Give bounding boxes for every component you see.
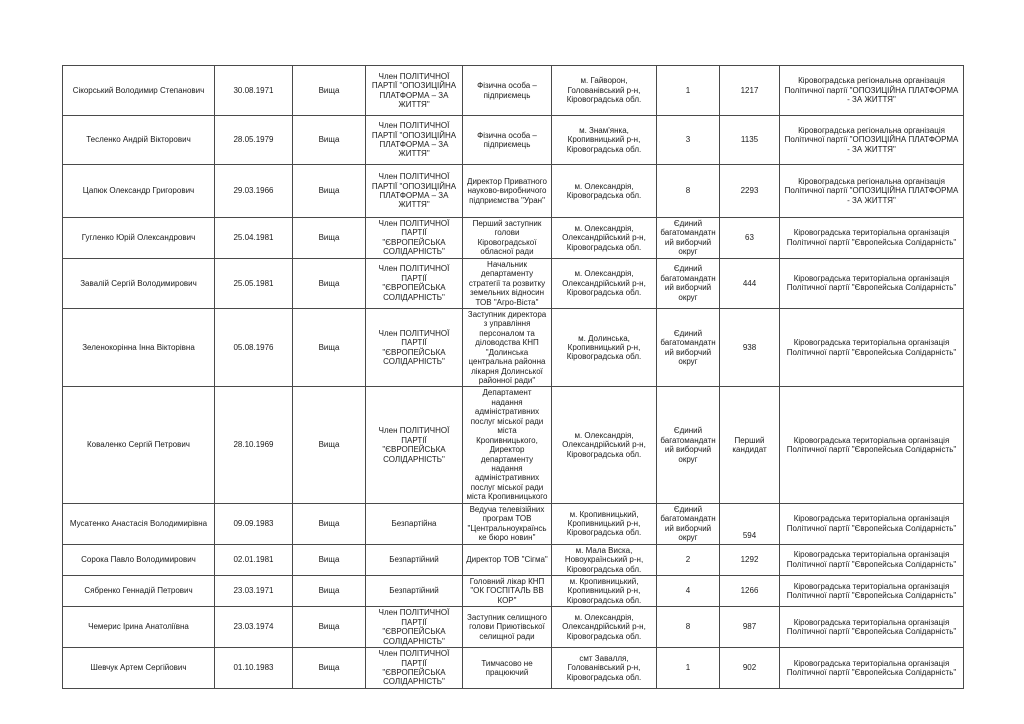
cell-education: Вища <box>293 607 366 648</box>
cell-full-name: Гугленко Юрій Олександрович <box>63 218 215 259</box>
cell-nominating-organization: Кіровоградська територіальна організація Політичної партії "Європейська Солідарність" <box>780 576 964 607</box>
cell-education: Вища <box>293 576 366 607</box>
cell-residence: м. Олександрія, Кіровоградська обл. <box>552 165 657 218</box>
cell-nominating-organization: Кіровоградська територіальна організація Політичної партії "Європейська Солідарність" <box>780 308 964 387</box>
cell-position: Перший заступник голови Кіровоградської обласної ради <box>463 218 552 259</box>
table-row <box>63 116 964 165</box>
cell-education: Вища <box>293 503 366 544</box>
cell-full-name: Тесленко Андрій Вікторович <box>63 116 215 165</box>
cell-ballot-number: 987 <box>720 607 780 648</box>
cell-party-membership: Член ПОЛІТИЧНОЇ ПАРТІЇ "ЄВРОПЕЙСЬКА СОЛІДАРНІСТЬ" <box>366 258 463 308</box>
table-row <box>63 544 964 575</box>
cell-nominating-organization: Кіровоградська територіальна організація Політичної партії "Європейська Солідарність" <box>780 648 964 689</box>
cell-full-name: Зеленокорінна Інна Вікторівна <box>63 308 215 387</box>
cell-birth-date: 01.10.1983 <box>215 648 293 689</box>
table-row <box>63 503 964 544</box>
cell-ballot-number: 594 <box>720 503 780 544</box>
cell-full-name: Мусатенко Анастасія Володимирівна <box>63 503 215 544</box>
cell-electoral-district: Єдиний багатомандатний виборчий округ <box>657 503 720 544</box>
cell-position: Департамент надання адміністративних послуг міської ради міста Кропивницького, Директор департаменту надання адміністративних послуг міської ради міста Кропивницького <box>463 387 552 503</box>
cell-party-membership: Член ПОЛІТИЧНОЇ ПАРТІЇ "ЄВРОПЕЙСЬКА СОЛІДАРНІСТЬ" <box>366 648 463 689</box>
cell-residence: м. Олександрія, Олександрійський р-н, Кіровоградська обл. <box>552 387 657 503</box>
cell-electoral-district: 1 <box>657 648 720 689</box>
cell-party-membership: Член ПОЛІТИЧНОЇ ПАРТІЇ "ОПОЗИЦІЙНА ПЛАТФОРМА – ЗА ЖИТТЯ" <box>366 66 463 116</box>
cell-education: Вища <box>293 308 366 387</box>
cell-birth-date: 23.03.1974 <box>215 607 293 648</box>
cell-nominating-organization: Кіровоградська територіальна організація Політичної партії "Європейська Солідарність" <box>780 387 964 503</box>
cell-party-membership: Член ПОЛІТИЧНОЇ ПАРТІЇ "ОПОЗИЦІЙНА ПЛАТФОРМА – ЗА ЖИТТЯ" <box>366 165 463 218</box>
cell-full-name: Сябренко Геннадій Петрович <box>63 576 215 607</box>
cell-nominating-organization: Кіровоградська територіальна організація Політичної партії "Європейська Солідарність" <box>780 607 964 648</box>
cell-full-name: Чемерис Ірина Анатоліївна <box>63 607 215 648</box>
cell-position: Заступник селищного голови Приютівської селищної ради <box>463 607 552 648</box>
cell-full-name: Сікорський Володимир Степанович <box>63 66 215 116</box>
cell-electoral-district: 2 <box>657 544 720 575</box>
table-row <box>63 66 964 116</box>
table-row <box>63 308 964 387</box>
cell-position: Директор ТОВ "Сігма" <box>463 544 552 575</box>
cell-education: Вища <box>293 387 366 503</box>
cell-education: Вища <box>293 116 366 165</box>
cell-position: Директор Приватного науково-виробничого підприємства "Уран" <box>463 165 552 218</box>
cell-party-membership: Безпартійний <box>366 576 463 607</box>
candidates-table <box>62 65 964 689</box>
cell-electoral-district: 8 <box>657 607 720 648</box>
cell-residence: м. Гайворон, Голованівський р-н, Кіровоградська обл. <box>552 66 657 116</box>
cell-position: Начальник департаменту стратегії та розвитку земельних відносин ТОВ "Агро-Віста" <box>463 258 552 308</box>
cell-ballot-number: 938 <box>720 308 780 387</box>
cell-position: Фізична особа – підприємець <box>463 66 552 116</box>
cell-full-name: Сорока Павло Володимирович <box>63 544 215 575</box>
cell-education: Вища <box>293 648 366 689</box>
cell-education: Вища <box>293 66 366 116</box>
cell-position: Головний лікар КНП "ОК ГОСПІТАЛЬ ВВ КОР" <box>463 576 552 607</box>
cell-electoral-district: 1 <box>657 66 720 116</box>
cell-ballot-number: 2293 <box>720 165 780 218</box>
cell-residence: м. Олександрія, Олександрійський р-н, Кіровоградська обл. <box>552 607 657 648</box>
cell-electoral-district: Єдиний багатомандатний виборчий округ <box>657 387 720 503</box>
cell-education: Вища <box>293 544 366 575</box>
cell-position: Заступник директора з управління персоналом та діловодства КНП "Долинська центральна районна лікарня Долинської районної ради" <box>463 308 552 387</box>
cell-party-membership: Безпартійний <box>366 544 463 575</box>
cell-electoral-district: 8 <box>657 165 720 218</box>
cell-electoral-district: Єдиний багатомандатний виборчий округ <box>657 308 720 387</box>
cell-ballot-number: 63 <box>720 218 780 259</box>
cell-education: Вища <box>293 218 366 259</box>
cell-birth-date: 23.03.1971 <box>215 576 293 607</box>
cell-nominating-organization: Кіровоградська територіальна організація Політичної партії "Європейська Солідарність" <box>780 258 964 308</box>
cell-full-name: Шевчук Артем Сергійович <box>63 648 215 689</box>
cell-birth-date: 09.09.1983 <box>215 503 293 544</box>
candidates-table-body <box>63 66 964 689</box>
cell-position: Тимчасово не працюючий <box>463 648 552 689</box>
cell-full-name: Коваленко Сергій Петрович <box>63 387 215 503</box>
cell-nominating-organization: Кіровоградська територіальна організація Політичної партії "Європейська Солідарність" <box>780 544 964 575</box>
cell-party-membership: Член ПОЛІТИЧНОЇ ПАРТІЇ "ЄВРОПЕЙСЬКА СОЛІДАРНІСТЬ" <box>366 218 463 259</box>
cell-nominating-organization: Кіровоградська регіональна організація Політичної партії "ОПОЗИЦІЙНА ПЛАТФОРМА - ЗА ЖИТТЯ" <box>780 66 964 116</box>
cell-nominating-organization: Кіровоградська регіональна організація Політичної партії "ОПОЗИЦІЙНА ПЛАТФОРМА - ЗА ЖИТТЯ" <box>780 165 964 218</box>
cell-residence: м. Олександрія, Олександрійський р-н, Кіровоградська обл. <box>552 218 657 259</box>
table-row <box>63 258 964 308</box>
table-row <box>63 218 964 259</box>
cell-full-name: Завалій Сергій Володимирович <box>63 258 215 308</box>
cell-birth-date: 02.01.1981 <box>215 544 293 575</box>
cell-ballot-number: 902 <box>720 648 780 689</box>
cell-nominating-organization: Кіровоградська територіальна організація Політичної партії "Європейська Солідарність" <box>780 503 964 544</box>
cell-birth-date: 28.05.1979 <box>215 116 293 165</box>
cell-electoral-district: 4 <box>657 576 720 607</box>
cell-ballot-number: 1135 <box>720 116 780 165</box>
cell-party-membership: Член ПОЛІТИЧНОЇ ПАРТІЇ "ОПОЗИЦІЙНА ПЛАТФОРМА – ЗА ЖИТТЯ" <box>366 116 463 165</box>
cell-ballot-number: 1266 <box>720 576 780 607</box>
table-row <box>63 607 964 648</box>
cell-nominating-organization: Кіровоградська регіональна організація Політичної партії "ОПОЗИЦІЙНА ПЛАТФОРМА - ЗА ЖИТТЯ" <box>780 116 964 165</box>
cell-full-name: Цапюк Олександр Григорович <box>63 165 215 218</box>
cell-party-membership: Безпартійна <box>366 503 463 544</box>
cell-electoral-district: Єдиний багатомандатний виборчий округ <box>657 218 720 259</box>
cell-nominating-organization: Кіровоградська територіальна організація Політичної партії "Європейська Солідарність" <box>780 218 964 259</box>
cell-electoral-district: 3 <box>657 116 720 165</box>
cell-birth-date: 28.10.1969 <box>215 387 293 503</box>
cell-residence: м. Долинська, Кропивницький р-н, Кіровоградська обл. <box>552 308 657 387</box>
cell-position: Фізична особа – підприємець <box>463 116 552 165</box>
table-row <box>63 576 964 607</box>
cell-birth-date: 30.08.1971 <box>215 66 293 116</box>
cell-birth-date: 25.04.1981 <box>215 218 293 259</box>
cell-party-membership: Член ПОЛІТИЧНОЇ ПАРТІЇ "ЄВРОПЕЙСЬКА СОЛІДАРНІСТЬ" <box>366 308 463 387</box>
cell-ballot-number: 444 <box>720 258 780 308</box>
cell-position: Ведуча телевізійних програм ТОВ "Центральноукраїнське бюро новин" <box>463 503 552 544</box>
table-row <box>63 387 964 503</box>
table-row <box>63 648 964 689</box>
cell-birth-date: 29.03.1966 <box>215 165 293 218</box>
cell-residence: м. Кропивницький, Кропивницький р-н, Кіровоградська обл. <box>552 503 657 544</box>
cell-ballot-number: Перший кандидат <box>720 387 780 503</box>
cell-education: Вища <box>293 165 366 218</box>
table-row <box>63 165 964 218</box>
cell-birth-date: 25.05.1981 <box>215 258 293 308</box>
cell-party-membership: Член ПОЛІТИЧНОЇ ПАРТІЇ "ЄВРОПЕЙСЬКА СОЛІДАРНІСТЬ" <box>366 387 463 503</box>
cell-ballot-number: 1292 <box>720 544 780 575</box>
cell-residence: м. Мала Виска, Новоукраїнський р-н, Кіровоградська обл. <box>552 544 657 575</box>
cell-residence: м. Олександрія, Олександрійський р-н, Кіровоградська обл. <box>552 258 657 308</box>
cell-residence: м. Кропивницький, Кропивницький р-н, Кіровоградська обл. <box>552 576 657 607</box>
cell-residence: м. Знам'янка, Кропивницький р-н, Кіровоградська обл. <box>552 116 657 165</box>
cell-birth-date: 05.08.1976 <box>215 308 293 387</box>
cell-residence: смт Завалля, Голованівський р-н, Кіровоградська обл. <box>552 648 657 689</box>
cell-ballot-number: 1217 <box>720 66 780 116</box>
cell-party-membership: Член ПОЛІТИЧНОЇ ПАРТІЇ "ЄВРОПЕЙСЬКА СОЛІДАРНІСТЬ" <box>366 607 463 648</box>
cell-electoral-district: Єдиний багатомандатний виборчий округ <box>657 258 720 308</box>
cell-education: Вища <box>293 258 366 308</box>
